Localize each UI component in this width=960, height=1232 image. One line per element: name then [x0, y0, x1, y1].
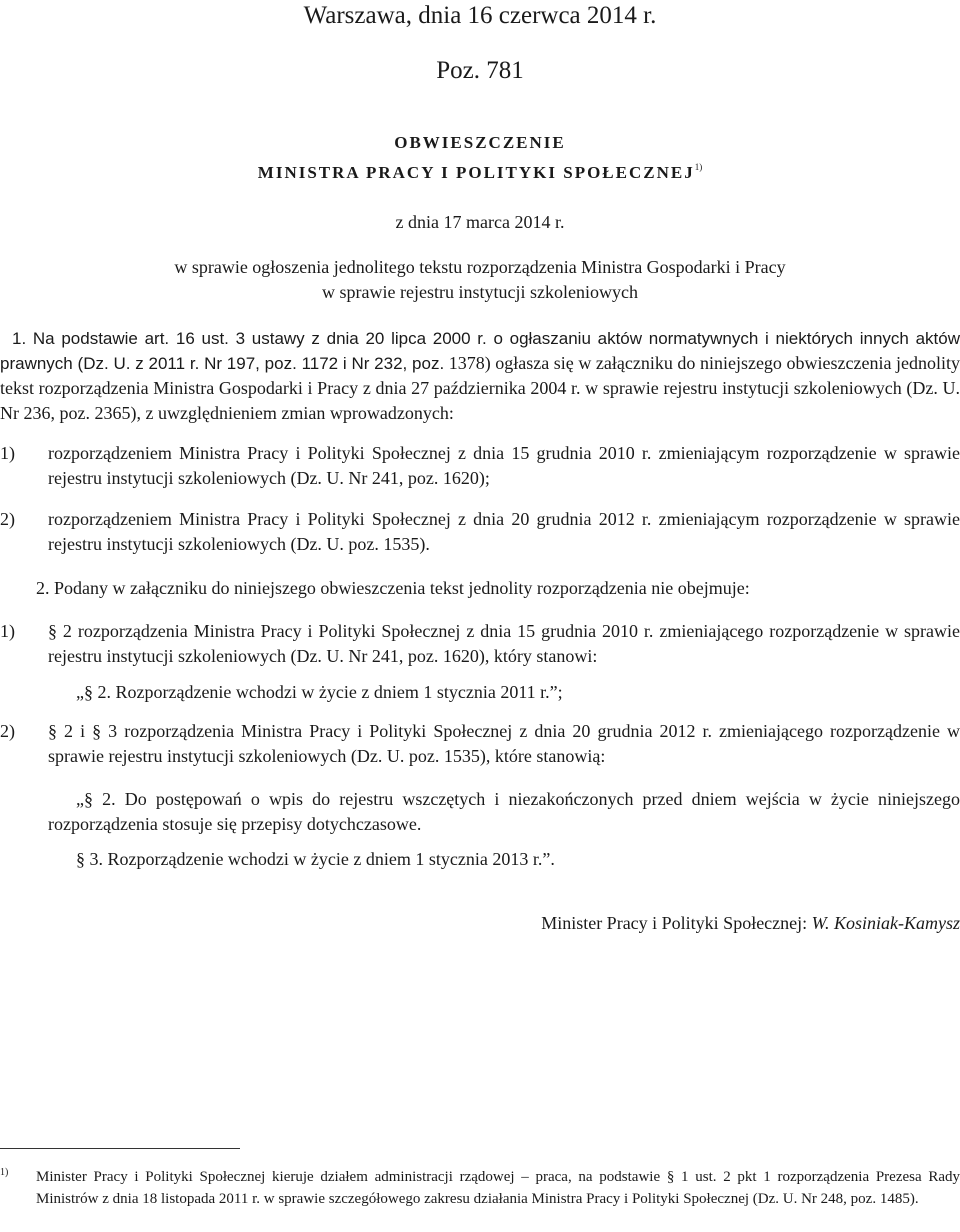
quote-3: § 3. Rozporządzenie wchodzi w życie z dniem 1 stycznia 2013 r.”.: [76, 849, 555, 869]
subject-line-2: w sprawie rejestru instytucji szkoleniowych: [322, 282, 638, 302]
item-number: 1): [0, 443, 15, 463]
item-text: rozporządzeniem Ministra Pracy i Polityki Społecznej z dnia 15 grudnia 2010 r. zmieniającym rozporządzenie w sprawie rejestru instytucji szkoleniowych (Dz. U. Nr 241, poz. 1620);: [48, 443, 960, 488]
item-number: 2): [0, 509, 15, 529]
footnote-text: Minister Pracy i Polityki Społecznej kieruje działem administracji rządowej – praca, na podstawie § 1 ust. 2 pkt 1 rozporządzenia Prezesa Rady Ministrów z dnia 18 listopada 2011 r. w sprawie szczegółowego zakresu działania Ministra Pracy i Polityki Społecznej (Dz. U. Nr 248, poz. 1485).: [36, 1169, 960, 1207]
item-text: rozporządzeniem Ministra Pracy i Polityki Społecznej z dnia 20 grudnia 2012 r. zmieniającym rozporządzenie w sprawie rejestru instytucji szkoleniowych (Dz. U. poz. 1535).: [48, 509, 960, 554]
position-number: Poz. 781: [436, 57, 524, 84]
footnote-reference: 1): [694, 162, 703, 172]
section-1-intro-serif: 1378) ogłasza się w załączniku do niniejszego obwieszczenia jednolity tekst rozporządzenia Ministra Gospodarki i Pracy z dnia 27 października 2004 r. w sprawie rejestru instytucji szkoleniowych (Dz. U. Nr 236, poz. 2365), z uwzględnieniem zmian wprowadzonych:: [0, 353, 960, 423]
signature-role: Minister Pracy i Polityki Społecznej:: [541, 913, 812, 933]
quote-2: „§ 2. Do postępowań o wpis do rejestru wszczętych i niezakończonych przed dniem wejścia w życie niniejszego rozporządzenia stosuje się przepisy dotychczasowe.: [48, 789, 960, 834]
document-date: Warszawa, dnia 16 czerwca 2014 r.: [303, 2, 657, 29]
item-number: 2): [0, 721, 15, 741]
section-1-paragraph: [0, 326, 960, 426]
item-number: 1): [0, 621, 15, 641]
issue-date: z dnia 17 marca 2014 r.: [395, 212, 565, 232]
issuer-heading: [0, 162, 960, 183]
document-type-heading: OBWIESZCZENIE: [394, 133, 566, 152]
issuer-name: MINISTRA PRACY I POLITYKI SPOŁECZNEJ: [257, 163, 695, 182]
section-1-intro-sans: 1. Na podstawie art. 16 ust. 3 ustawy z dnia 20 lipca 2000 r. o ogłaszaniu aktów normatywnych i niektórych innych aktów prawnych (Dz. U. z 2011 r. Nr 197, poz. 1172 i Nr 232, poz.: [0, 329, 960, 373]
item-text: § 2 rozporządzenia Ministra Pracy i Polityki Społecznej z dnia 15 grudnia 2010 r. zmieniającego rozporządzenie w sprawie rejestru instytucji szkoleniowych (Dz. U. Nr 241, poz. 1620), który stanowi:: [48, 621, 960, 666]
footnote-mark: 1): [0, 1167, 9, 1178]
item-text: § 2 i § 3 rozporządzenia Ministra Pracy i Polityki Społecznej z dnia 20 grudnia 2012 r. zmieniającego rozporządzenie w sprawie rejestru instytucji szkoleniowych (Dz. U. poz. 1535), które stanowią:: [48, 721, 960, 766]
subject-line-1: w sprawie ogłoszenia jednolitego tekstu rozporządzenia Ministra Gospodarki i Pracy: [174, 257, 786, 277]
section-2-intro: 2. Podany w załączniku do niniejszego obwieszczenia tekst jednolity rozporządzenia nie obejmuje:: [36, 578, 750, 598]
signature-name: W. Kosiniak-Kamysz: [811, 913, 960, 933]
quote-1: „§ 2. Rozporządzenie wchodzi w życie z dniem 1 stycznia 2011 r.”;: [76, 682, 563, 702]
signature: [541, 913, 960, 934]
footnote-divider: [0, 1148, 240, 1149]
